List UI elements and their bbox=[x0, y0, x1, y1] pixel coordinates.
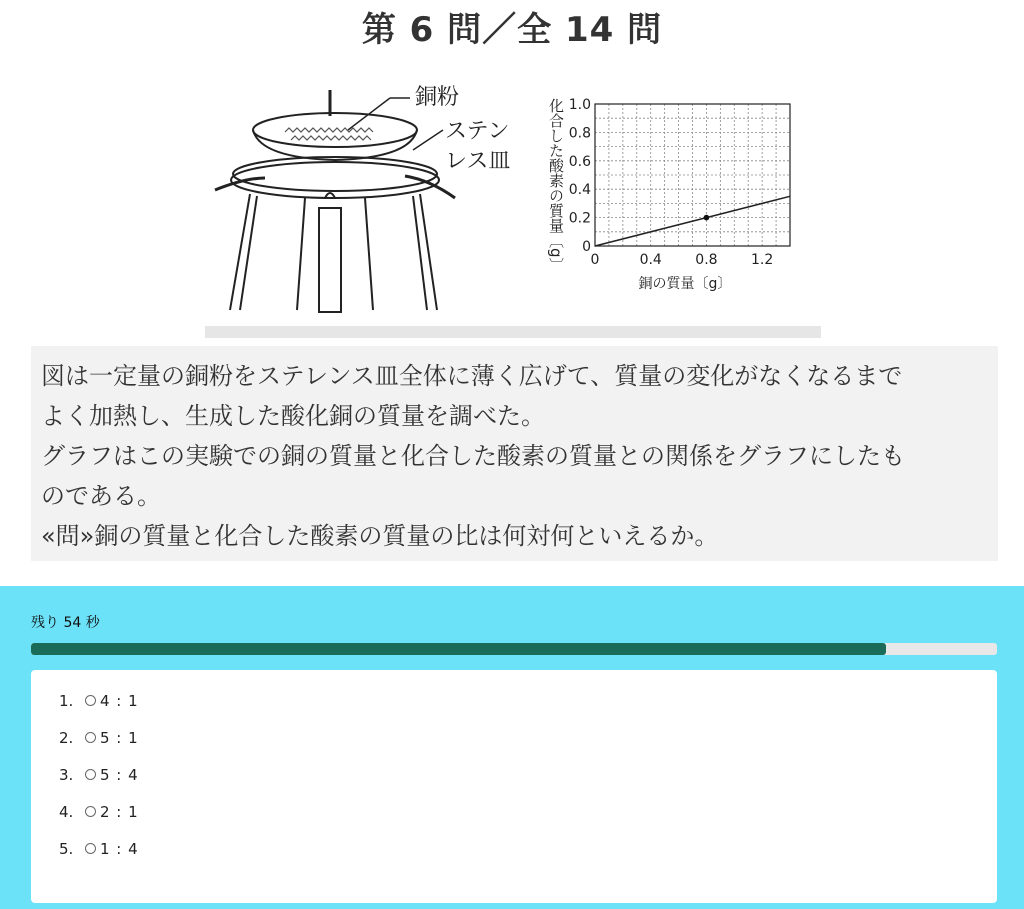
experiment-figure bbox=[205, 70, 805, 332]
question-prompt: «問»銅の質量と化合した酸素の質量の比は何対何といえるか。 bbox=[41, 522, 719, 550]
copper-powder-texture bbox=[285, 128, 373, 140]
choice-option-1[interactable] bbox=[59, 682, 997, 719]
choices-card bbox=[31, 670, 997, 903]
chart-y-tick-label: 0.4 bbox=[568, 182, 591, 199]
choice-list bbox=[31, 670, 997, 867]
choice-number: 5. bbox=[59, 839, 74, 858]
chart-x-axis-label: 銅の質量〔g〕 bbox=[638, 276, 732, 292]
choice-number: 3. bbox=[59, 765, 74, 784]
choice-text: 4 : 1 bbox=[100, 691, 139, 710]
chart-y-tick-label: 1.0 bbox=[568, 97, 591, 113]
chart-y-tick-label: 0.2 bbox=[568, 210, 591, 227]
choice-text: 1 : 4 bbox=[100, 839, 139, 858]
question-line-2: よく加熱し、生成した酸化銅の質量を調べた。 bbox=[41, 402, 545, 430]
apparatus-drawing bbox=[215, 90, 455, 312]
question-line-1: 図は一定量の銅粉をステレンス皿全体に薄く広げて、質量の変化がなくなるまで bbox=[41, 362, 903, 390]
plate-label-line2: レス皿 bbox=[445, 149, 511, 174]
figure-svg bbox=[205, 70, 805, 332]
figure-divider-bar bbox=[205, 326, 821, 338]
choice-number: 2. bbox=[59, 728, 74, 747]
choice-text: 5 : 4 bbox=[100, 765, 139, 784]
radio-circle-icon[interactable] bbox=[85, 732, 96, 743]
chart-x-tick-label: 0.4 bbox=[639, 252, 662, 268]
choice-number: 1. bbox=[59, 691, 74, 710]
mass-relation-chart bbox=[569, 97, 790, 268]
chart-data-point bbox=[704, 215, 710, 221]
chart-y-tick-label: 0 bbox=[582, 239, 591, 255]
question-line-4: のである。 bbox=[41, 482, 161, 510]
time-progress-bar bbox=[31, 643, 997, 655]
question-line-3: グラフはこの実験での銅の質量と化合した酸素の質量との関係をグラフにしたも bbox=[41, 442, 905, 470]
chart-y-tick-label: 0.6 bbox=[568, 153, 591, 170]
question-counter-title: 第 6 問／全 14 問 bbox=[361, 10, 663, 50]
radio-circle-icon[interactable] bbox=[85, 806, 96, 817]
radio-circle-icon[interactable] bbox=[85, 695, 96, 706]
chart-x-tick-label: 0.8 bbox=[695, 252, 718, 268]
chart-x-tick-label: 0 bbox=[590, 252, 600, 268]
answer-panel bbox=[0, 586, 1024, 909]
choice-option-2[interactable] bbox=[59, 719, 997, 756]
time-progress-fill bbox=[31, 643, 886, 655]
choice-option-5[interactable] bbox=[59, 830, 997, 867]
chart-y-axis-label: 化合した酸素の質量〔g〕 bbox=[547, 98, 565, 273]
radio-circle-icon[interactable] bbox=[85, 843, 96, 854]
choice-text: 5 : 1 bbox=[100, 728, 139, 747]
time-remaining-label: 残り 54 秒 bbox=[31, 615, 100, 631]
choice-option-4[interactable] bbox=[59, 793, 997, 830]
choice-number: 4. bbox=[59, 802, 74, 821]
choice-option-3[interactable] bbox=[59, 756, 997, 793]
choice-text: 2 : 1 bbox=[100, 802, 139, 821]
copper-powder-label: 銅粉 bbox=[415, 85, 460, 110]
chart-y-tick-label: 0.8 bbox=[568, 125, 591, 142]
radio-circle-icon[interactable] bbox=[85, 769, 96, 780]
chart-x-tick-label: 1.2 bbox=[751, 252, 774, 268]
plate-label-line1: ステン bbox=[445, 119, 510, 144]
question-text-box bbox=[31, 346, 998, 561]
